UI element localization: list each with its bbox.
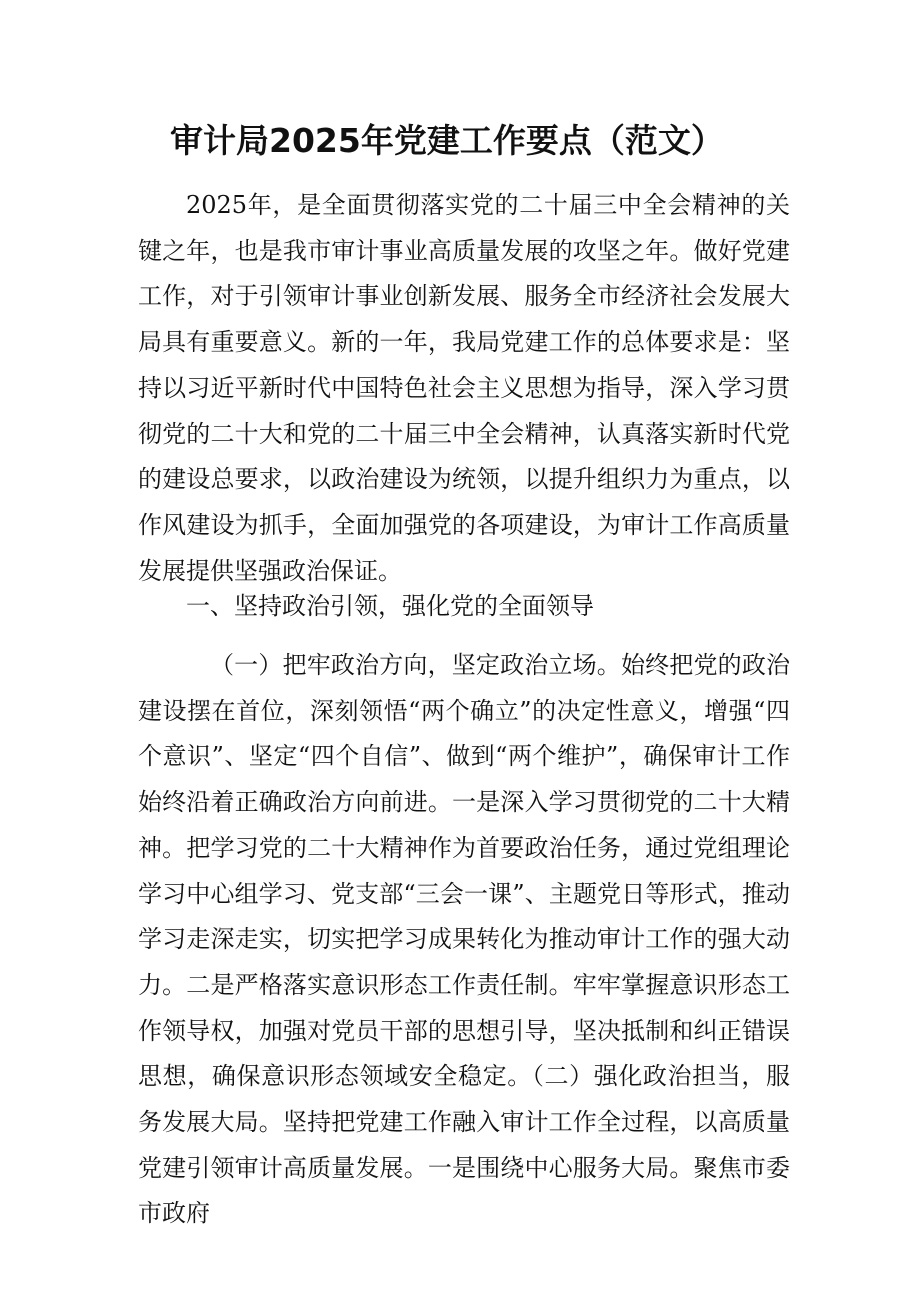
intro-paragraph: 2025年，是全面贯彻落实党的二十届三中全会精神的关键之年，也是我市审计事业高质量发展的攻坚之年。做好党建工作，对于引领审计事业创新发展、服务全市经济社会发展大局具有重要意义。新的一年，我局党建工作的总体要求是：坚持以习近平新时代中国特色社会主义思想为指导，深入学习贯彻党的二十大和党的二十届三中全会精神，认真落实新时代党的建设总要求，以政治建设为统领，以提升组织力为重点，以作风建设为抓手，全面加强党的各项建设，为审计工作高质量发展提供坚强政治保证。 xyxy=(138,191,790,585)
section-heading: 一、坚持政治引领，强化党的全面领导 xyxy=(186,592,594,620)
document-title: 审计局2025年党建工作要点（范文） xyxy=(170,121,724,160)
body-paragraph: （一）把牢政治方向，坚定政治立场。始终把党的政治建设摆在首位，深刻领悟“两个确立”的决定性意义，增强“四个意识”、坚定“四个自信”、做到“两个维护”，确保审计工作始终沿着正确政治方向前进。一是深入学习贯彻党的二十大精神。把学习党的二十大精神作为首要政治任务，通过党组理论学习中心组学习、党支部“三会一课”、主题党日等形式，推动学习走深走实，切实把学习成果转化为推动审计工作的强大动力。二是严格落实意识形态工作责任制。牢牢掌握意识形态工作领导权，加强对党员干部的思想引导，坚决抵制和纠正错误思想，确保意识形态领域安全稳定。（二）强化政治担当，服务发展大局。坚持把党建工作融入审计工作全过程，以高质量党建引领审计高质量发展。一是围绕中心服务大局。聚焦市委市政府 xyxy=(138,651,790,1228)
